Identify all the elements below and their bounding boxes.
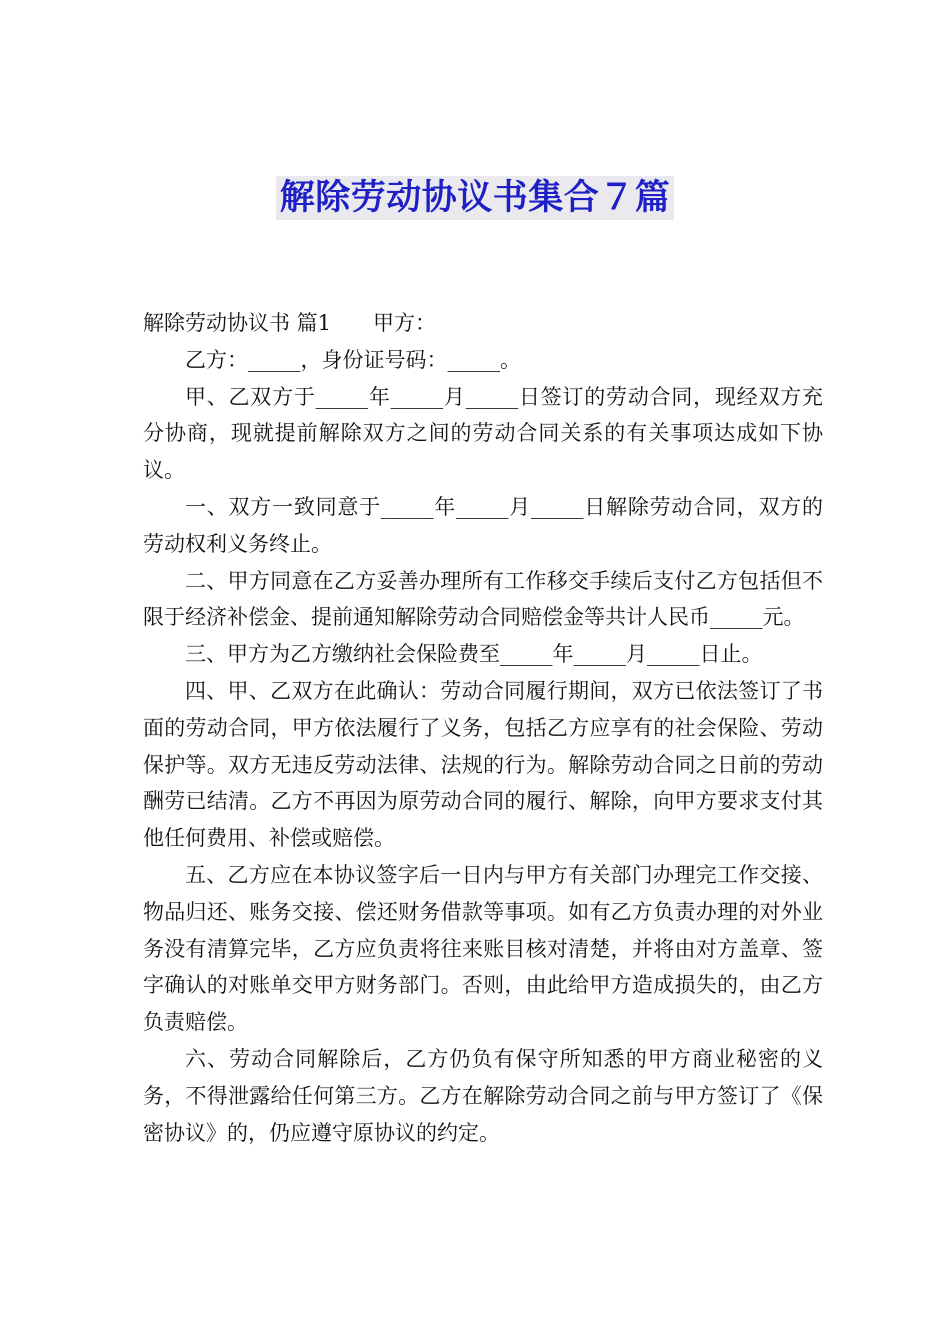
paragraph-clause-6: 六、劳动合同解除后，乙方仍负有保守所知悉的甲方商业秘密的义务，不得泄露给任何第三方。乙方在解除劳动合同之前与甲方签订了《保密协议》的，仍应遵守原协议的约定。	[143, 1046, 823, 1145]
paragraph-party-b: 乙方：_____，身份证号码：_____。	[185, 347, 521, 372]
paragraph-heading: 解除劳动协议书 篇1 甲方：	[143, 311, 437, 335]
paragraph-clause-1: 一、双方一致同意于_____年_____月_____日解除劳动合同，双方的劳动权利义务终止。	[143, 494, 823, 556]
paragraph-clause-5: 五、乙方应在本协议签字后一日内与甲方有关部门办理完工作交接、物品归还、账务交接、偿还财务借款等事项。如有乙方负责办理的对外业务没有清算完毕，乙方应负责将往来账目核对清楚，并将由对方盖章、签字确认的对账单交甲方财务部门。否则，由此给甲方造成损失的，由乙方负责赔偿。	[143, 862, 823, 1035]
document-title: 解除劳动协议书集合７篇	[276, 176, 675, 220]
paragraph-intro: 甲、乙双方于_____年_____月_____日签订的劳动合同，现经双方充分协商，现就提前解除双方之间的劳动合同关系的有关事项达成如下协议。	[143, 384, 823, 483]
paragraph-clause-3: 三、甲方为乙方缴纳社会保险费至_____年_____月_____日止。	[185, 642, 763, 667]
document-body	[143, 305, 823, 1151]
paragraph-clause-2: 二、甲方同意在乙方妥善办理所有工作移交手续后支付乙方包括但不限于经济补偿金、提前通知解除劳动合同赔偿金等共计人民币_____元。	[143, 568, 823, 630]
title-container	[0, 176, 950, 220]
paragraph-clause-4: 四、甲、乙双方在此确认：劳动合同履行期间，双方已依法签订了书面的劳动合同，甲方依法履行了义务，包括乙方应享有的社会保险、劳动保护等。双方无违反劳动法律、法规的行为。解除劳动合同之日前的劳动酬劳已结清。乙方不再因为原劳动合同的履行、解除，向甲方要求支付其他任何费用、补偿或赔偿。	[143, 678, 823, 851]
